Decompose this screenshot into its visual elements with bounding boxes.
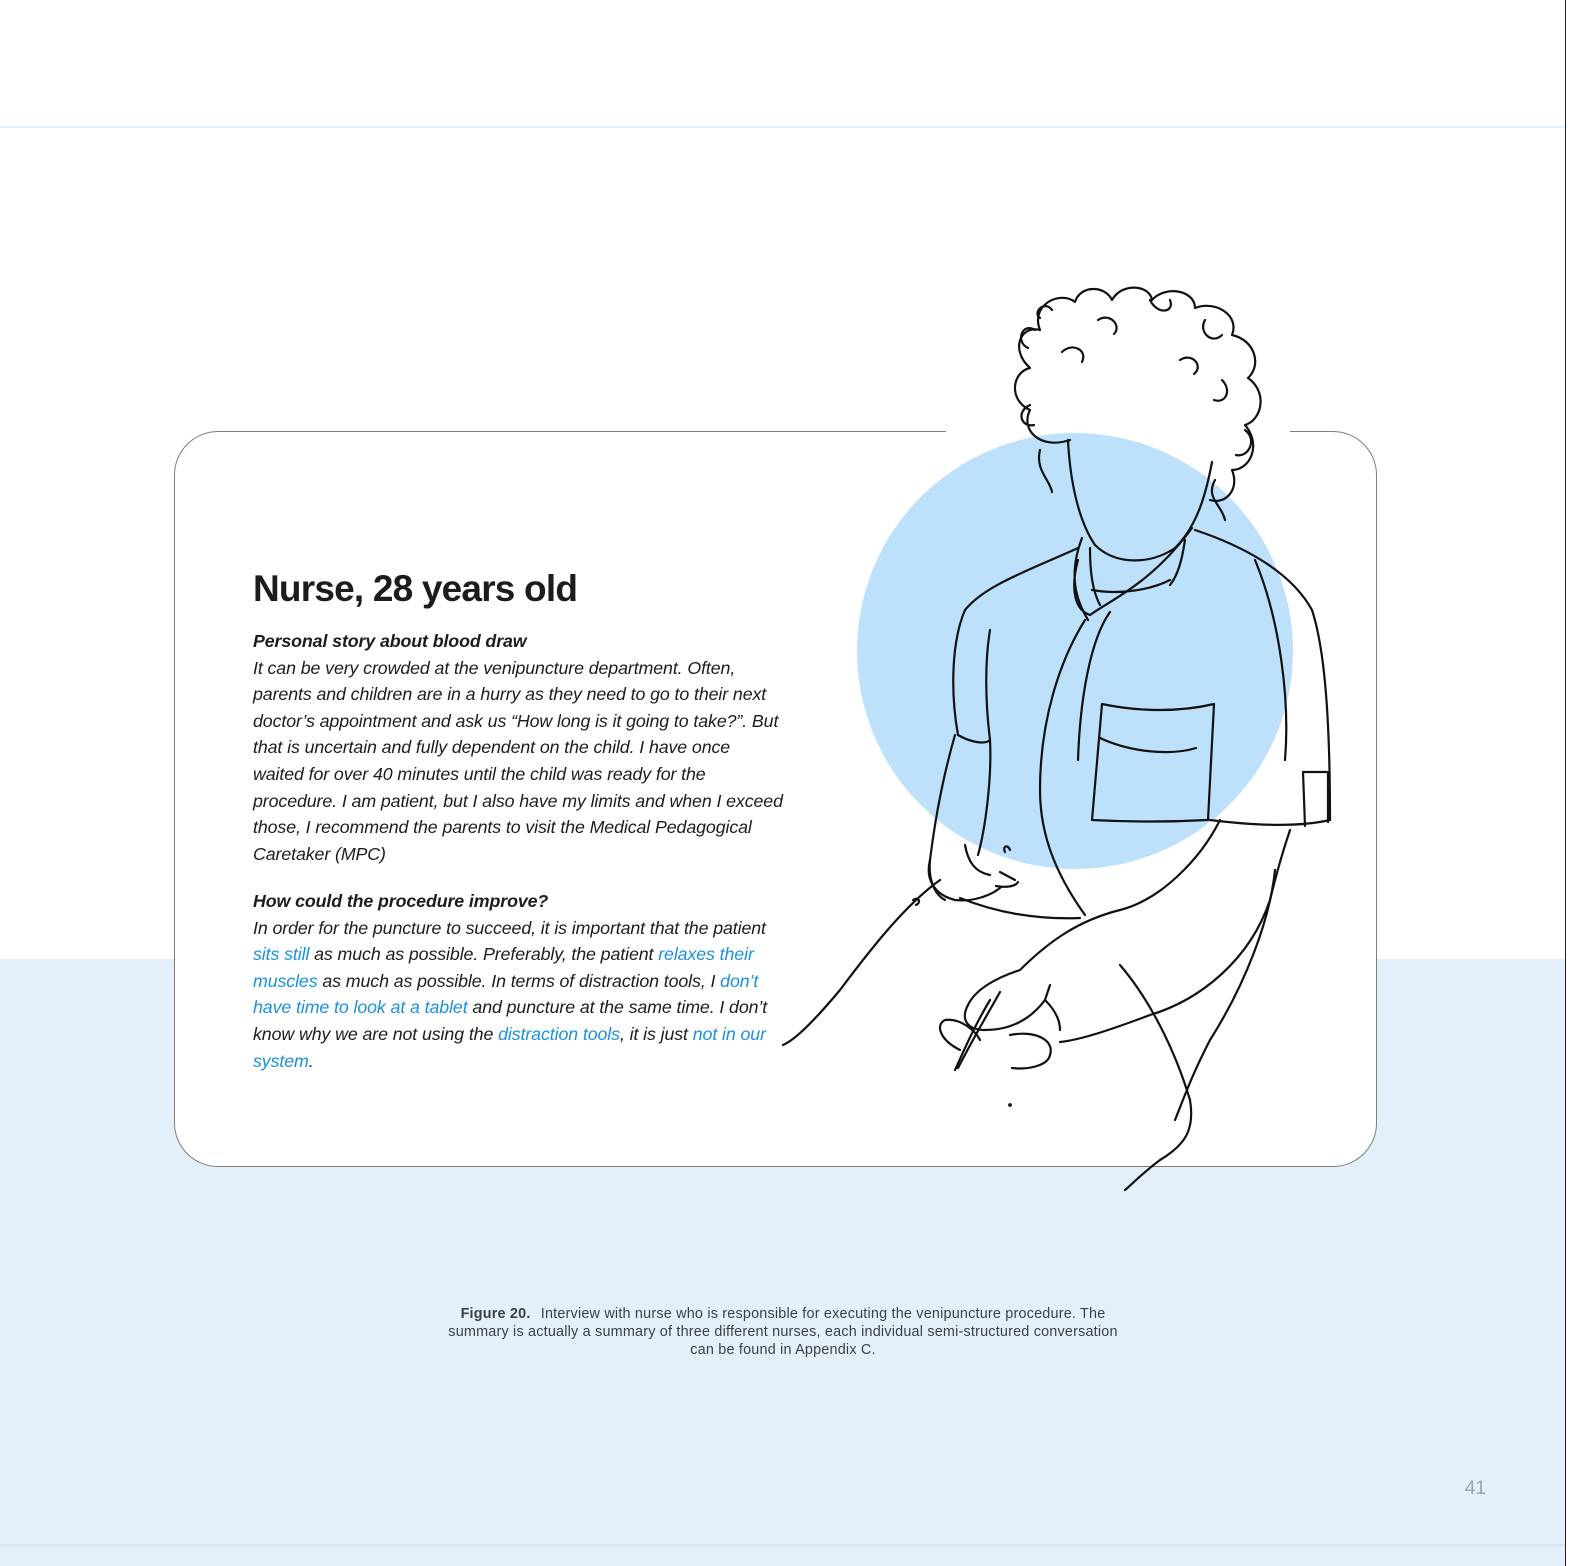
personal-story-heading: Personal story about blood draw [253,631,527,651]
personal-story-section [253,628,783,867]
page-edge-line [1565,0,1566,1566]
improvement-text-5: , it is just [619,1023,693,1044]
figure-caption [440,1305,1126,1359]
highlight-distraction-tools: distraction tools [498,1023,620,1044]
highlight-sits-still: sits still [253,944,310,965]
nurse-illustration-icon [770,280,1350,1200]
page-number: 41 [1464,1478,1486,1499]
highlight-no-time-tablet: don’t have time to look at a tablet [253,970,759,1018]
improvement-text-6: . [308,1050,314,1071]
figure-caption-text: Interview with nurse who is responsible for executing the venipuncture procedure. The summary is actually a summary of three different nurses, each individual semi-structured conversation can be found in Appendix C. [448,1306,1118,1358]
personal-story-body: It can be very crowded at the venipuncture department. Often, parents and children are in a hurry as they need to go to their next doctor’s appointment and ask us “How long is it going to take?”. But that is uncertain and fully dependent on the child. I have once waited for over 40 minutes until the child was ready for the procedure. I am patient, but I also have my limits and when I exceed those, I recommend the parents to visit the Medical Pedagogical Caretaker (MPC) [253,657,783,864]
improvement-text-3: as much as possible. In terms of distraction tools, I [317,970,721,991]
improvement-section [253,888,783,1074]
improvement-text-1: In order for the puncture to succeed, it is important that the patient [253,917,766,938]
bottom-divider [0,1544,1565,1546]
figure-label: Figure 20. [460,1306,531,1322]
improvement-text-2: as much as possible. Preferably, the patient [309,944,659,965]
highlight-relaxes-muscles: relaxes their muscles [253,944,754,991]
improvement-heading: How could the procedure improve? [253,891,549,911]
top-divider [0,126,1566,128]
persona-title: Nurse, 28 years old [253,568,578,609]
highlight-not-in-system: not in our system [253,1023,766,1071]
improvement-text-4: and puncture at the same time. I don’t know why we are not using the [253,997,768,1044]
improvement-body [253,915,783,1075]
